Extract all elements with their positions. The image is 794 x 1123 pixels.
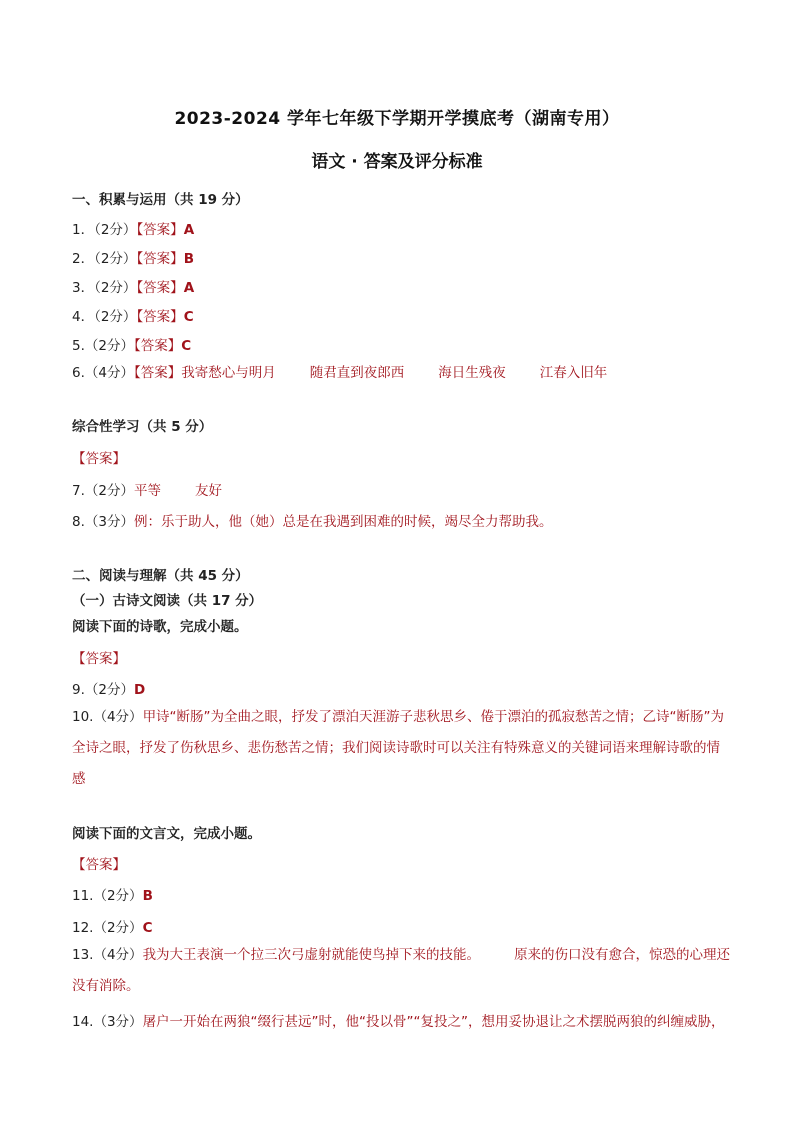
question-prefix: 5.（2分）: [72, 338, 134, 354]
answer-line-q14: [72, 1010, 725, 1030]
answer-value: 原来的伤口没有愈合，惊恐的心理还没有消除。: [72, 947, 731, 994]
answer-value: 我为大王表演一个拉三次弓虚射就能使鸟掉下来的技能。: [142, 947, 481, 963]
answer-tag: 【答案】: [133, 365, 182, 381]
answer-value: 友好: [194, 483, 222, 499]
poem-instruction: 阅读下面的诗歌，完成小题。: [72, 619, 248, 635]
question-prefix: 6.（4分）: [72, 365, 134, 381]
subsection-heading: （一）古诗文阅读（共 17 分）: [72, 593, 263, 609]
answer-line-q11: [72, 884, 153, 904]
answer-value: C: [181, 338, 192, 354]
answer-value: 平等: [133, 483, 161, 499]
answer-value: 随君直到夜郎西: [309, 365, 405, 381]
answer-value: 甲诗“断肠”为全曲之眼，抒发了漂泊天涯游子悲秋思乡、倦于漂泊的孤寂愁苦之情；乙诗“断肠”为全诗之眼，抒发了伤秋思乡、悲伤愁苦之情；我们阅读诗歌时可以关注有特殊意义的关键词语来理解诗歌的情感: [72, 709, 725, 787]
answer-value: A: [183, 222, 195, 238]
answer-tag: 【答案】: [133, 338, 182, 354]
answer-value: 屠户一开始在两狼“缀行甚远”时，他“投以骨”“复投之”，想用妥协退让之术摆脱两狼的纠缠威胁，: [142, 1014, 725, 1030]
question-prefix: 12.（2分）: [72, 920, 143, 936]
answer-value: 例：乐于助人，他（她）总是在我遇到困难的时候，竭尽全力帮助我。: [133, 514, 553, 530]
answer-line-q9: [72, 678, 145, 698]
answer-line-q13: [72, 940, 732, 1002]
section1-heading: 一、积累与运用（共 19 分）: [72, 192, 249, 208]
answer-line-q2: [72, 247, 194, 267]
answer-value: C: [183, 309, 194, 325]
question-prefix: 4．（2分）: [72, 309, 137, 325]
answer-value: D: [133, 682, 146, 698]
question-prefix: 9.（2分）: [72, 682, 134, 698]
prose-instruction: 阅读下面的文言文，完成小题。: [72, 826, 261, 842]
answer-tag: 【答案】: [72, 651, 126, 667]
answer-line-q10: [72, 702, 732, 795]
question-prefix: 11.（2分）: [72, 888, 143, 904]
answer-tag: 【答案】: [72, 857, 126, 873]
answer-value: B: [183, 251, 194, 267]
answer-tag: 【答案】: [136, 309, 184, 325]
question-prefix: 3．（2分）: [72, 280, 137, 296]
answer-value: A: [183, 280, 195, 296]
answer-value: 海日生残夜: [438, 365, 506, 381]
answer-value: B: [142, 888, 153, 904]
question-prefix: 13.（4分）: [72, 947, 143, 963]
question-prefix: 10.（4分）: [72, 709, 143, 725]
document-title: 2023-2024 学年七年级下学期开学摸底考（湖南专用）: [174, 109, 620, 129]
answer-value: 江春入旧年: [539, 365, 608, 381]
answer-line-q12: [72, 916, 152, 936]
question-prefix: 1．（2分）: [72, 222, 137, 238]
answer-line-q7: [72, 479, 222, 499]
answer-line-q6: [72, 361, 607, 381]
answer-value: C: [142, 920, 153, 936]
section-zh-heading: 综合性学习（共 5 分）: [72, 419, 213, 435]
answer-tag: 【答案】: [72, 451, 126, 467]
question-prefix: 2．（2分）: [72, 251, 137, 267]
answer-tag: 【答案】: [136, 251, 184, 267]
answer-line-q1: [72, 218, 194, 238]
answer-tag: 【答案】: [136, 280, 184, 296]
question-prefix: 8.（3分）: [72, 514, 134, 530]
answer-value: 我寄愁心与明月: [181, 365, 276, 381]
answer-line-q5: [72, 334, 191, 354]
document-subtitle: 语文 · 答案及评分标准: [311, 152, 483, 172]
answer-line-q4: [72, 305, 194, 325]
question-prefix: 7.（2分）: [72, 483, 134, 499]
question-prefix: 14.（3分）: [72, 1014, 143, 1030]
answer-line-q3: [72, 276, 194, 296]
answer-tag: 【答案】: [136, 222, 184, 238]
section2-heading: 二、阅读与理解（共 45 分）: [72, 568, 249, 584]
answer-line-q8: [72, 510, 552, 530]
